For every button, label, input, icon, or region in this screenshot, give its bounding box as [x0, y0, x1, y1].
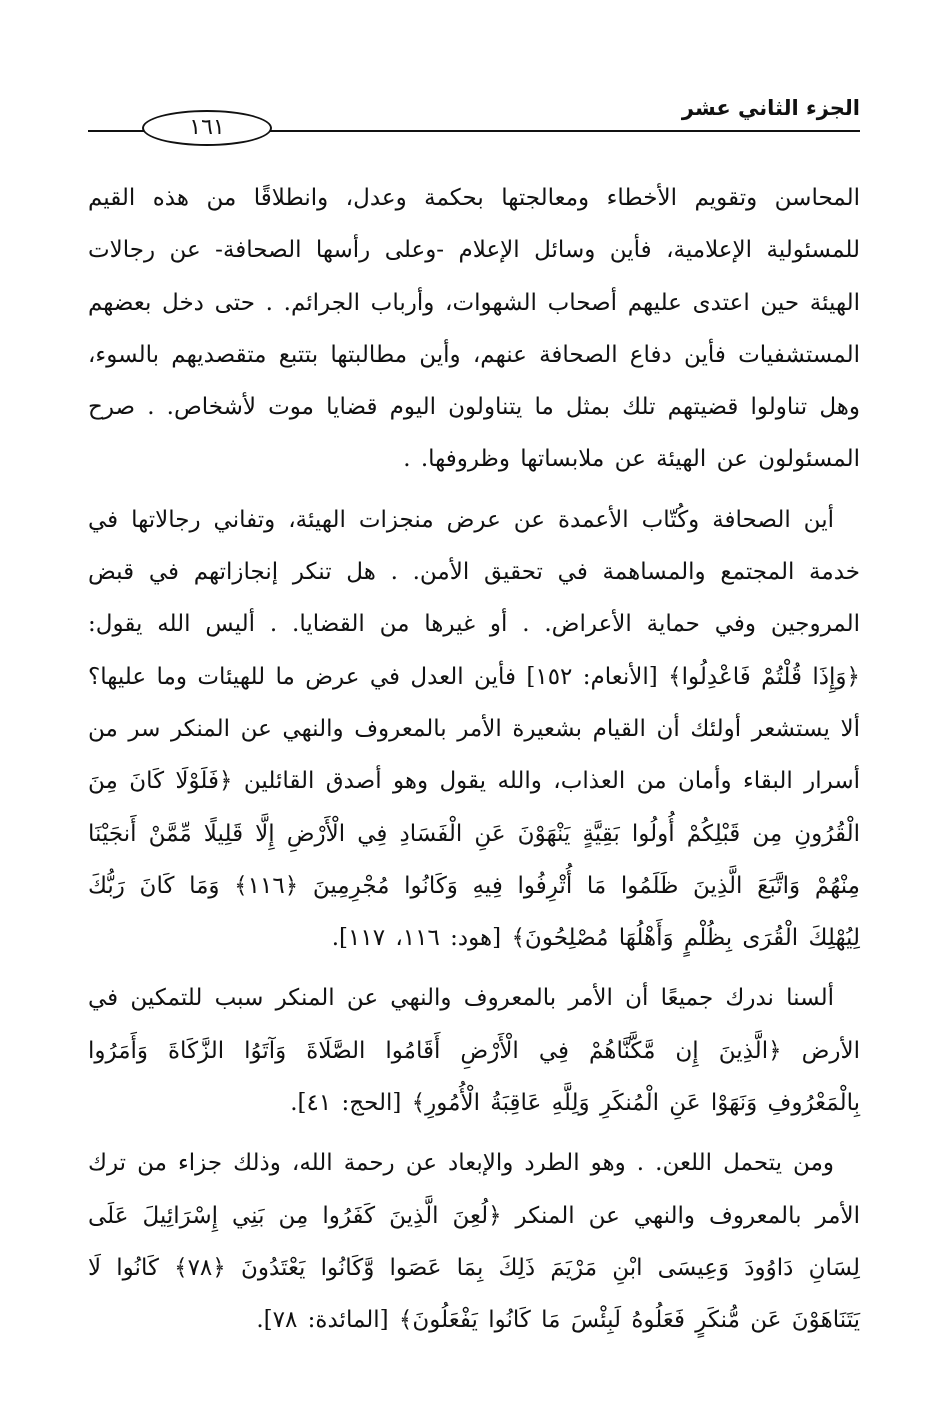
- paragraph-4: ومن يتحمل اللعن. . وهو الطرد والإبعاد عن رحمة الله، وذلك جزاء من ترك الأمر بالمعروف والنهي عن المنكر ﴿لُعِنَ الَّذِينَ كَفَرُوا مِن بَنِي إِسْرَائِيلَ عَلَى لِسَانِ دَاوُودَ وَعِيسَى ابْنِ مَرْيَمَ ذَلِكَ بِمَا عَصَوا وَّكَانُوا يَعْتَدُونَ ﴿٧٨﴾ كَانُوا لَا يَتَنَاهَوْنَ عَن مُّنكَرٍ فَعَلُوهُ لَبِئْسَ مَا كَانُوا يَفْعَلُونَ﴾ [المائدة: ٧٨].: [88, 1150, 860, 1334]
- page-number: ١٦١: [142, 110, 272, 146]
- paragraph-2: أين الصحافة وكُتّاب الأعمدة عن عرض منجزات الهيئة، وتفاني رجالاتها في خدمة المجتمع والمساهمة في تحقيق الأمن. . هل تنكر إنجازاتهم في قبض المروجين وفي حماية الأعراض. . أو غيرها من القضايا. . أليس الله يقول: ﴿وَإِذَا قُلْتُمْ فَاعْدِلُوا﴾ [الأنعام: ١٥٢] فأين العدل في عرض ما للهيئات وما عليها؟ ألا يستشعر أولئك أن القيام بشعيرة الأمر بالمعروف والنهي عن المنكر سر من أسرار البقاء وأمان من العذاب، والله يقول وهو أصدق القائلين ﴿فَلَوْلَا كَانَ مِنَ الْقُرُونِ مِن قَبْلِكُمْ أُولُوا بَقِيَّةٍ يَنْهَوْنَ عَنِ الْفَسَادِ فِي الْأَرْضِ إِلَّا قَلِيلًا مِّمَّنْ أَنجَيْنَا مِنْهُمْ وَاتَّبَعَ الَّذِينَ ظَلَمُوا مَا أُتْرِفُوا فِيهِ وَكَانُوا مُجْرِمِينَ ﴿١١٦﴾ وَمَا كَانَ رَبُّكَ لِيُهْلِكَ الْقُرَى بِظُلْمٍ وَأَهْلُهَا مُصْلِحُونَ﴾ [هود: ١١٦، ١١٧].: [88, 506, 860, 952]
- page-header: [88, 90, 860, 148]
- paragraph-3: ألسنا ندرك جميعًا أن الأمر بالمعروف والنهي عن المنكر سبب للتمكين في الأرض ﴿الَّذِينَ إِن مَّكَّنَّاهُمْ فِي الْأَرْضِ أَقَامُوا الصَّلَاةَ وَآتَوُا الزَّكَاةَ وَأَمَرُوا بِالْمَعْرُوفِ وَنَهَوْا عَنِ الْمُنكَرِ وَلِلَّهِ عَاقِبَةُ الْأُمُورِ﴾ [الحج: ٤١].: [88, 985, 860, 1117]
- paragraph-1: المحاسن وتقويم الأخطاء ومعالجتها بحكمة وعدل، وانطلاقًا من هذه القيم للمسئولية الإعلامية، فأين وسائل الإعلام -وعلى رأسها الصحافة- عن رجالات الهيئة حين اعتدى عليهم أصحاب الشهوات، وأرباب الجرائم. . حتى دخل بعضهم المستشفيات فأين دفاع الصحافة عنهم، وأين مطالبتها بتتبع متقصديهم بالسوء، وهل تناولوا قضيتهم تلك بمثل ما يتناولون اليوم قضايا موت لأشخاص. . صرح المسئولون عن الهيئة عن ملابساتها وظروفها. .: [88, 185, 860, 473]
- part-title: الجزء الثاني عشر: [681, 96, 860, 120]
- page-body: [88, 172, 860, 1355]
